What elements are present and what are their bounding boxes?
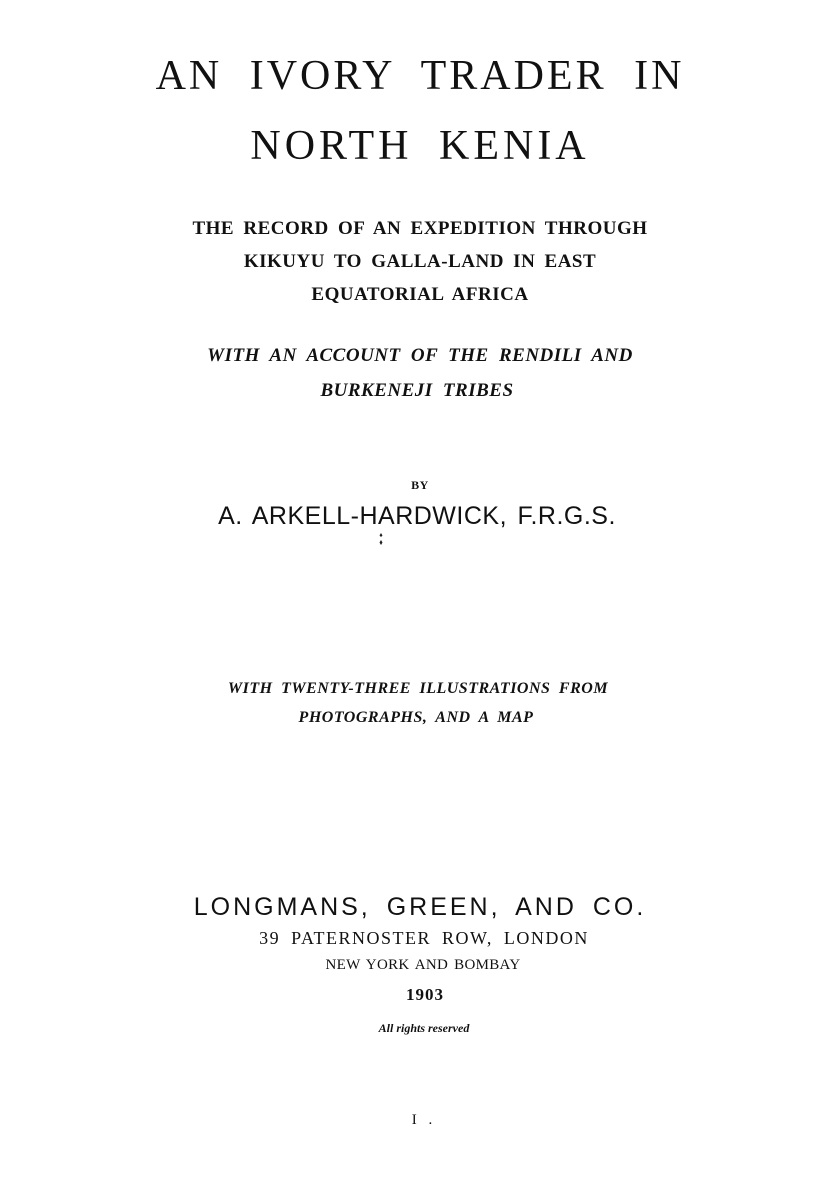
illustrations-line-1: WITH TWENTY-THREE ILLUSTRATIONS FROM	[227, 680, 609, 697]
publisher-address: 39 PATERNOSTER ROW, LONDON	[259, 928, 589, 948]
ornament-mark-icon	[378, 532, 384, 548]
rights-notice: All rights reserved	[378, 1021, 470, 1035]
publication-year: 1903	[406, 985, 444, 1004]
by-label: BY	[411, 478, 429, 492]
book-title-line-1: AN IVORY TRADER IN	[155, 53, 685, 99]
author-name: A. ARKELL-HARDWICK, F.R.G.S.	[218, 502, 616, 530]
account-line-2: BURKENEJI TRIBES	[320, 380, 514, 401]
illustrations-line-2: PHOTOGRAPHS, AND A MAP	[298, 709, 534, 726]
publisher-name: LONGMANS, GREEN, AND CO.	[193, 893, 647, 921]
account-line-1: WITH AN ACCOUNT OF THE RENDILI AND	[207, 345, 633, 366]
subtitle-line-3: EQUATORIAL AFRICA	[311, 284, 529, 305]
subtitle-line-2: KIKUYU TO GALLA-LAND IN EAST	[243, 251, 597, 272]
page-mark: I .	[411, 1112, 437, 1128]
publisher-cities: NEW YORK AND BOMBAY	[325, 957, 521, 973]
book-title-line-2: NORTH KENIA	[250, 123, 590, 169]
subtitle-line-1: THE RECORD OF AN EXPEDITION THROUGH	[192, 218, 648, 239]
